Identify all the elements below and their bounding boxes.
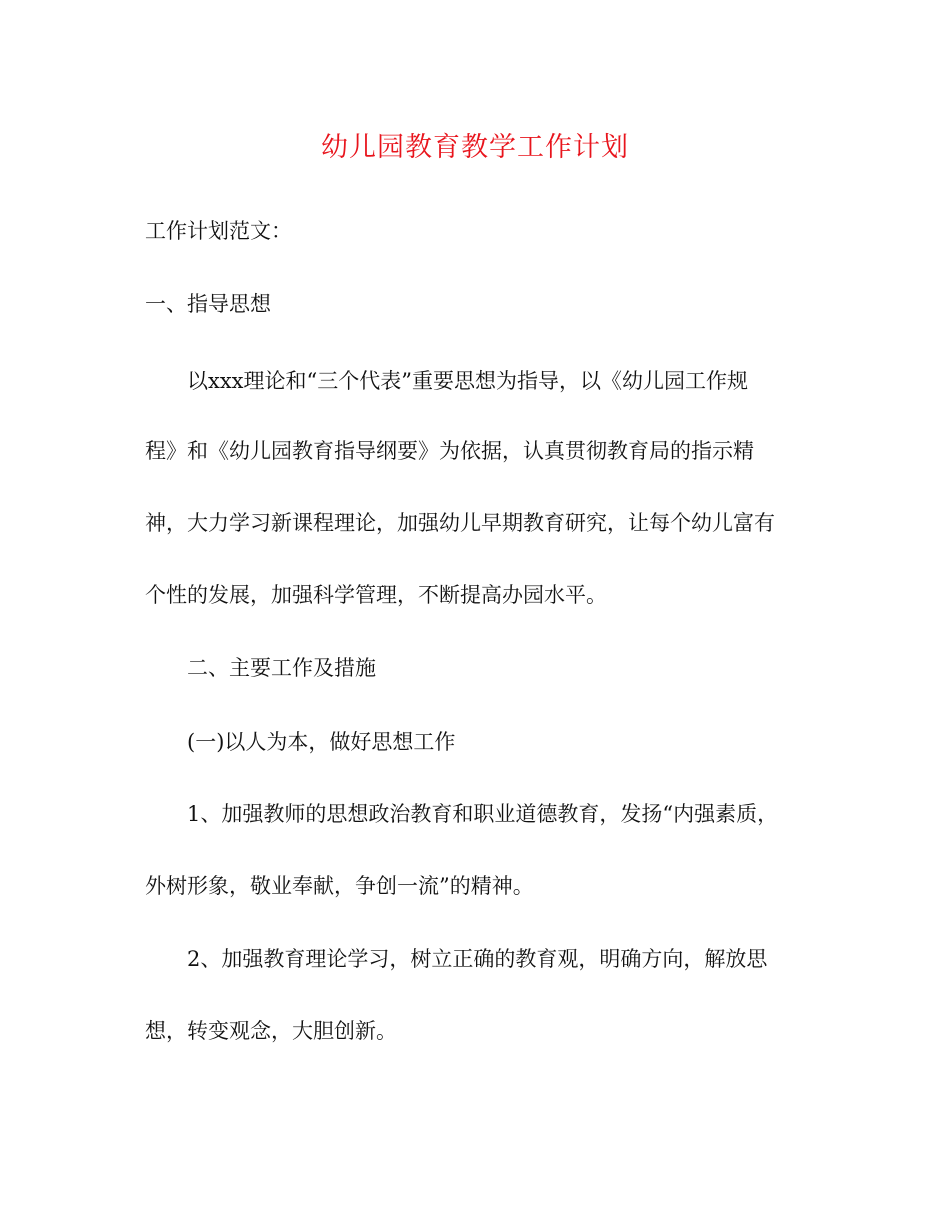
intro-label: 工作计划范文： xyxy=(145,219,292,243)
paragraph-line: 以xxx理论和“三个代表”重要思想为指导，以《幼儿园工作规 xyxy=(187,369,748,393)
subsection-heading: (一)以人为本，做好思想工作 xyxy=(187,730,456,754)
document-title: 幼儿园教育教学工作计划 xyxy=(321,132,629,163)
list-item-line: 外树形象，敬业奉献，争创一流”的精神。 xyxy=(145,874,534,898)
paragraph-line: 个性的发展，加强科学管理，不断提高办园水平。 xyxy=(145,583,607,607)
section-heading-main-work: 二、主要工作及措施 xyxy=(187,656,376,680)
list-item-line: 想，转变观念，大胆创新。 xyxy=(145,1019,397,1043)
paragraph-line: 神，大力学习新课程理论，加强幼儿早期教育研究，让每个幼儿富有 xyxy=(145,511,775,535)
list-item-line: 2、加强教育理论学习，树立正确的教育观，明确方向，解放思 xyxy=(187,947,768,971)
list-item-line: 1、加强教师的思想政治教育和职业道德教育，发扬“内强素质， xyxy=(187,802,779,826)
section-heading-guiding-ideology: 一、指导思想 xyxy=(145,292,271,316)
paragraph-line: 程》和《幼儿园教育指导纲要》为依据，认真贯彻教育局的指示精 xyxy=(145,439,754,463)
